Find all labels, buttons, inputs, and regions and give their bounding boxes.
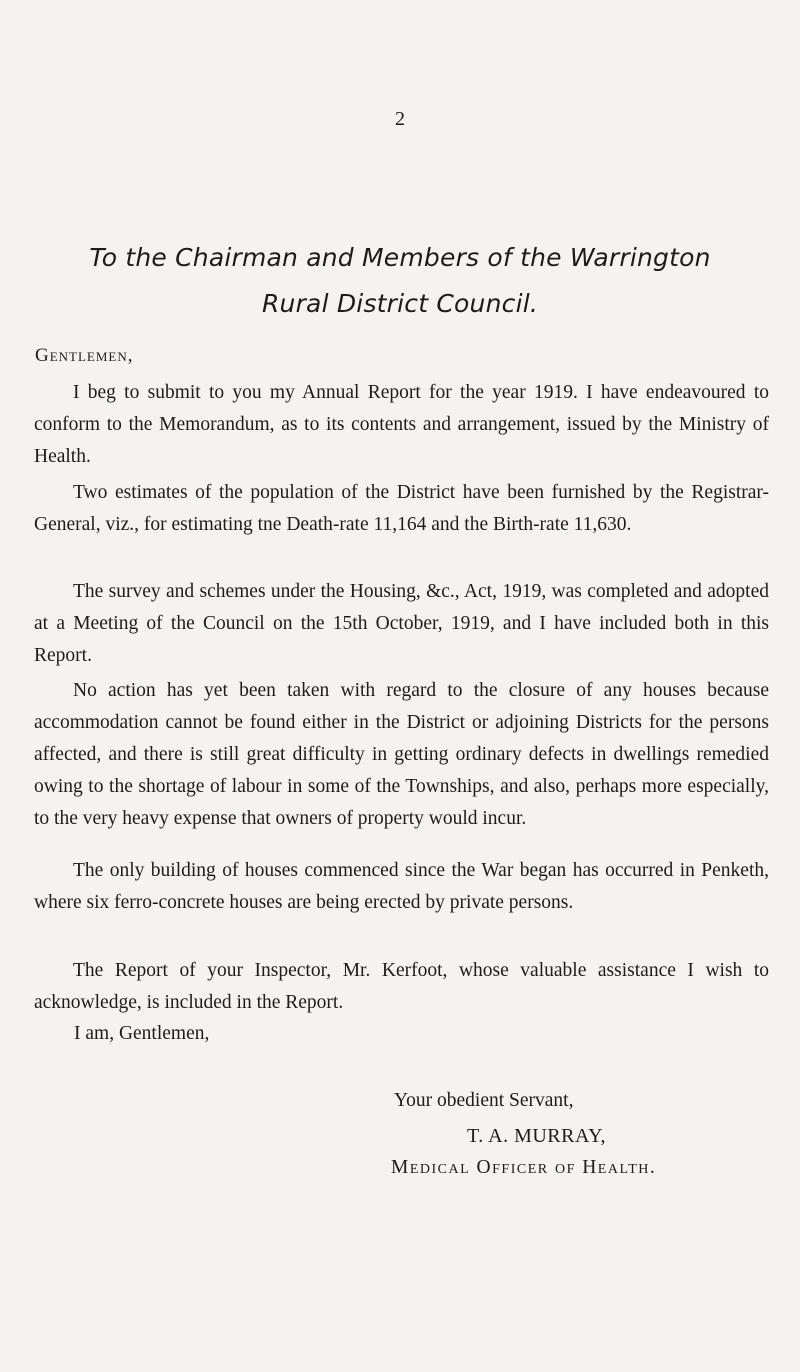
heading-line-2: Rural District Council. xyxy=(261,289,539,318)
signature-title: Medical Officer of Health. xyxy=(391,1157,657,1178)
paragraph-inspector-report: The Report of your Inspector, Mr. Kerfoot, whose valuable assistance I wish to acknowledge, is included in the Report. xyxy=(34,960,769,1013)
paragraph-closure-of-houses: No action has yet been taken with regard to the closure of any houses because accommodation cannot be found either in the District or adjoining Districts for the persons affected, and there is still great difficulty in getting ordinary defects in dwellings remedied owing to the shortage of labour in some of the Townships, and also, perhaps more especially, to the very heavy expense that owners of property would incur. xyxy=(34,680,769,829)
paragraph-population-estimates: Two estimates of the population of the District have been furnished by the Registrar-General, viz., for estimating tne Death-rate 11,164 and the Birth-rate 11,630. xyxy=(34,482,769,535)
closing-greeting: I am, Gentlemen, xyxy=(74,1023,210,1044)
paragraph-housing-survey: The survey and schemes under the Housing, &c., Act, 1919, was completed and adopted at a Meeting of the Council on the 15th October, 1919, and I have included both in this Report. xyxy=(34,581,769,666)
heading-line-1: To the Chairman and Members of the Warrington xyxy=(89,243,711,272)
page-number: 2 xyxy=(395,108,405,130)
signature-name: T. A. MURRAY, xyxy=(467,1125,606,1147)
closing-valediction: Your obedient Servant, xyxy=(394,1090,574,1111)
paragraph-report-intro: I beg to submit to you my Annual Report for the year 1919. I have endeavoured to conform to the Memorandum, as to its contents and arrangement, issued by the Ministry of Health. xyxy=(34,382,769,467)
paragraph-building-of-houses: The only building of houses commenced since the War began has occurred in Penketh, where six ferro-concrete houses are being erected by private persons. xyxy=(34,860,769,913)
salutation: Gentlemen, xyxy=(35,345,134,366)
